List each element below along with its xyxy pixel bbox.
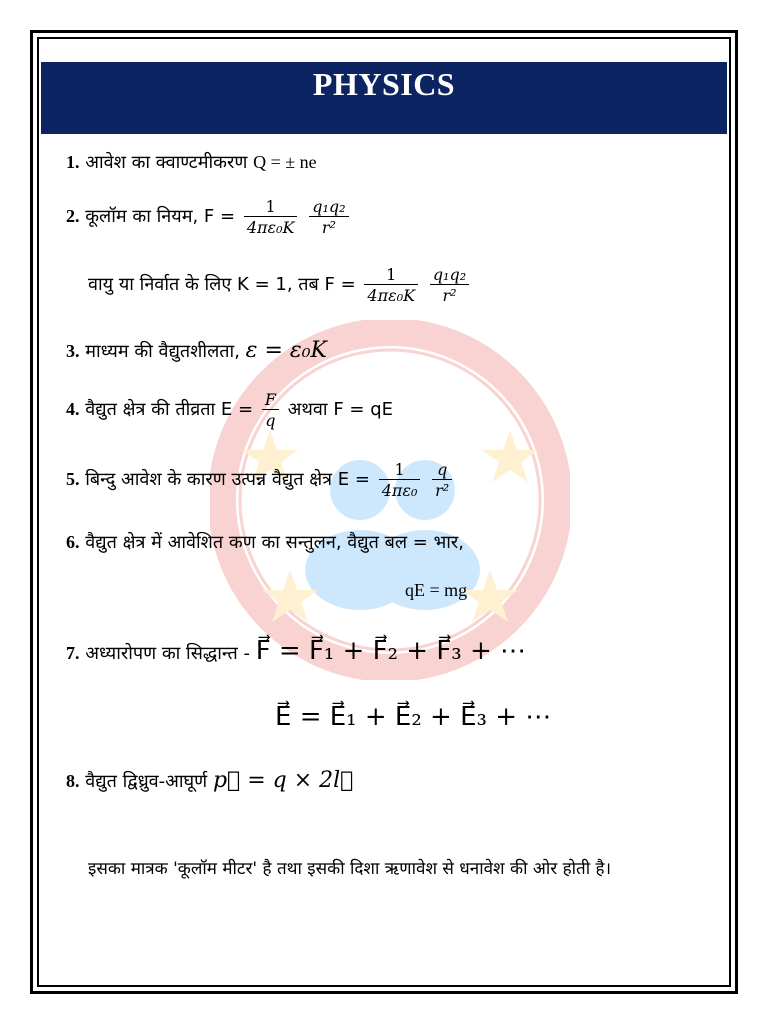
fraction-2	[432, 460, 452, 500]
item-number: 8.	[66, 771, 80, 791]
numerator: q₁q₂	[312, 197, 346, 216]
denominator: 4πε₀K	[244, 216, 298, 237]
denominator: 4πε₀K	[364, 284, 418, 305]
fraction	[262, 390, 279, 430]
denominator: r²	[432, 479, 452, 500]
item-text: वायु या निर्वात के लिए K = 1, तब F =	[88, 274, 356, 295]
denominator: r²	[309, 216, 348, 237]
item-4	[66, 390, 393, 430]
item-6-formula: qE = mg	[405, 580, 468, 600]
item-number: 6.	[66, 532, 80, 552]
item-formula: Q = ± ne	[253, 152, 317, 172]
item-number: 3.	[66, 341, 80, 361]
item-text: आवेश का क्वाण्टमीकरण	[85, 152, 248, 173]
item-8	[66, 768, 353, 793]
item-number: 7.	[66, 643, 80, 663]
item-text: अध्यारोपण का सिद्धान्त -	[85, 643, 250, 664]
fraction-2	[309, 197, 348, 237]
item-7-formula-2: E⃗ = E⃗₁ + E⃗₂ + E⃗₃ + ⋯	[275, 702, 552, 732]
item-6	[66, 530, 464, 554]
item-3	[66, 338, 327, 363]
item-5	[66, 460, 455, 500]
numerator: 1	[394, 460, 405, 479]
denominator: r²	[430, 284, 469, 305]
item-1	[66, 150, 317, 174]
fraction-1	[244, 197, 298, 237]
item-text: वैद्युत क्षेत्र में आवेशित कण का सन्तुलन, वैद्युत बल = भार,	[85, 532, 465, 553]
item-formula: p⃗ = q × 2l⃗	[212, 768, 354, 793]
item-text: वैद्युत द्विध्रुव-आघूर्ण	[85, 771, 208, 792]
item-text: वैद्युत क्षेत्र की तीव्रता E =	[85, 399, 254, 420]
fraction-1	[364, 265, 418, 305]
numerator: q	[437, 460, 448, 479]
fraction-2	[430, 265, 469, 305]
fraction-1	[379, 460, 421, 500]
item-number: 5.	[66, 469, 80, 489]
item-formula: F⃗ = F⃗₁ + F⃗₂ + F⃗₃ + ⋯	[255, 636, 527, 666]
item-text: कूलॉम का नियम, F =	[85, 206, 236, 227]
numerator: 1	[386, 265, 397, 284]
numerator: q₁q₂	[432, 265, 467, 284]
item-2	[66, 197, 352, 237]
item-number: 1.	[66, 152, 80, 172]
unit-direction-paragraph: इसका मात्रक 'कूलॉम मीटर' है तथा इसकी दिशा ऋणावेश से धनावेश की ओर होती है।	[88, 859, 612, 879]
item-number: 4.	[66, 399, 80, 419]
item-text: माध्यम की वैद्युतशीलता,	[85, 341, 240, 362]
item-formula: ε = ε₀K	[245, 338, 327, 363]
denominator: q	[262, 409, 279, 430]
item-number: 2.	[66, 206, 80, 226]
item-2-vacuum	[88, 265, 472, 305]
numerator: 1	[265, 197, 276, 216]
numerator: F	[264, 390, 276, 409]
item-text: बिन्दु आवेश के कारण उत्पन्न वैद्युत क्षेत्र E =	[85, 469, 370, 490]
denominator: 4πε₀	[379, 479, 421, 500]
page-title: PHYSICS	[312, 66, 456, 102]
item-text-2: अथवा F = qE	[287, 399, 393, 420]
item-7	[66, 636, 526, 666]
